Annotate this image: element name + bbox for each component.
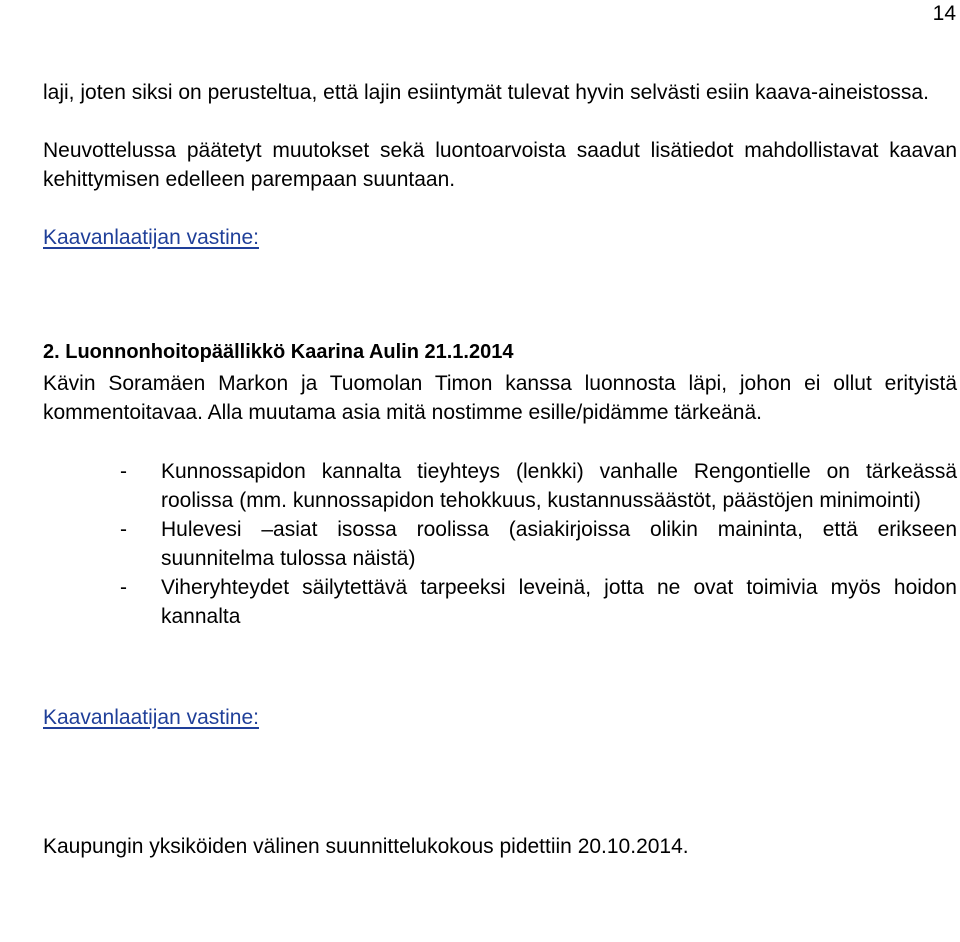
list-item bbox=[43, 457, 957, 515]
paragraph-species-visibility: laji, joten siksi on perusteltua, että lajin esiintymät tulevat hyvin selvästi esiin kaava-aineistossa. bbox=[43, 81, 929, 104]
list-item-text: Hulevesi –asiat isossa roolissa (asiakirjoissa olikin maininta, että erikseen suunnitelma tulossa näistä) bbox=[161, 518, 957, 570]
list-item-text: Kunnossapidon kannalta tieyhteys (lenkki) vanhalle Rengontielle on tärkeässä roolissa (mm. kunnossapidon tehokkuus, kustannussäästöt, päästöjen minimointi) bbox=[161, 460, 957, 512]
list-dash: - bbox=[120, 460, 127, 483]
list-dash: - bbox=[120, 576, 127, 599]
list-dash: - bbox=[120, 518, 127, 541]
response-heading-2: Kaavanlaatijan vastine: bbox=[43, 706, 259, 729]
final-paragraph: Kaupungin yksiköiden välinen suunnittelukokous pidettiin 20.10.2014. bbox=[43, 835, 689, 858]
section-2-heading: 2. Luonnonhoitopäällikkö Kaarina Aulin 21.1.2014 bbox=[43, 341, 514, 363]
list-item bbox=[43, 515, 957, 573]
paragraph-negotiation-changes: Neuvottelussa päätetyt muutokset sekä luontoarvoista saadut lisätiedot mahdollistavat kaavan kehittymisen edelleen parempaan suuntaan. bbox=[43, 139, 957, 191]
page-number: 14 bbox=[932, 2, 956, 25]
list-item-text: Viheryhteydet säilytettävä tarpeeksi leveinä, jotta ne ovat toimivia myös hoidon kannalta bbox=[161, 576, 957, 628]
list-item bbox=[43, 573, 957, 631]
response-heading-1: Kaavanlaatijan vastine: bbox=[43, 226, 259, 249]
document-body bbox=[43, 78, 957, 861]
section-2-intro: Kävin Soramäen Markon ja Tuomolan Timon kanssa luonnosta läpi, johon ei ollut erityistä kommentoitavaa. Alla muutama asia mitä nostimme esille/pidämme tärkeänä. bbox=[43, 372, 957, 424]
comment-list bbox=[43, 457, 957, 631]
